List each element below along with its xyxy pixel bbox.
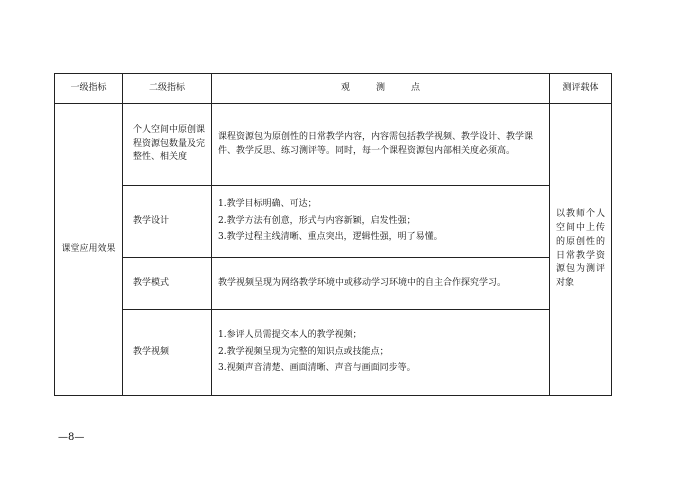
table-row	[55, 186, 612, 258]
observation-cell	[212, 186, 550, 258]
observation-point: 2.教学视频呈现为完整的知识点或技能点；	[218, 346, 389, 357]
header-row	[55, 74, 612, 104]
header-observation-char-3: 点	[411, 82, 421, 93]
carrier-cell: 以教师个人空间中上传的原创性的日常教学资源包为测评对象	[550, 104, 612, 396]
observation-point: 3.教学过程主线清晰、重点突出，逻辑性强，明了易懂。	[218, 232, 443, 243]
level2-cell: 教学模式	[123, 258, 212, 310]
page-number: —8—	[58, 432, 85, 443]
header-carrier: 测评载体	[550, 74, 612, 104]
observation-cell	[212, 258, 550, 310]
observation-point: 2.教学方法有创意，形式与内容新颖，启发性强；	[218, 215, 416, 226]
header-observation-char-1: 观	[340, 82, 350, 93]
level1-cell: 课堂应用效果	[55, 104, 123, 396]
header-level1: 一级指标	[55, 74, 123, 104]
level2-cell: 教学设计	[123, 186, 212, 258]
observation-point: 1.教学目标明确、可达；	[218, 198, 317, 209]
observation-point: 3.视频声音清楚、画面清晰、声音与画面同步等。	[218, 363, 416, 374]
table-row	[55, 310, 612, 396]
table-row	[55, 258, 612, 310]
evaluation-table	[54, 73, 612, 396]
header-observation	[212, 74, 550, 104]
header-level2: 二级指标	[123, 74, 212, 104]
level2-cell: 教学视频	[123, 310, 212, 396]
observation-point: 1.参评人员需提交本人的教学视频；	[218, 329, 362, 340]
observation-cell	[212, 104, 550, 186]
table-row	[55, 104, 612, 186]
level2-cell: 个人空间中原创课程资源包数量及完整性、相关度	[123, 104, 212, 186]
header-observation-char-2: 测	[375, 82, 385, 93]
observation-text: 教学视频呈现为网络教学环境中或移动学习环境中的自主合作探究学习。	[218, 277, 507, 288]
observation-cell	[212, 310, 550, 396]
observation-text: 课程资源包为原创性的日常教学内容，内容需包括教学视频、教学设计、教学课件、教学反思、练习测评等。同时，每一个课程资源包内部相关度必须高。	[218, 131, 534, 156]
